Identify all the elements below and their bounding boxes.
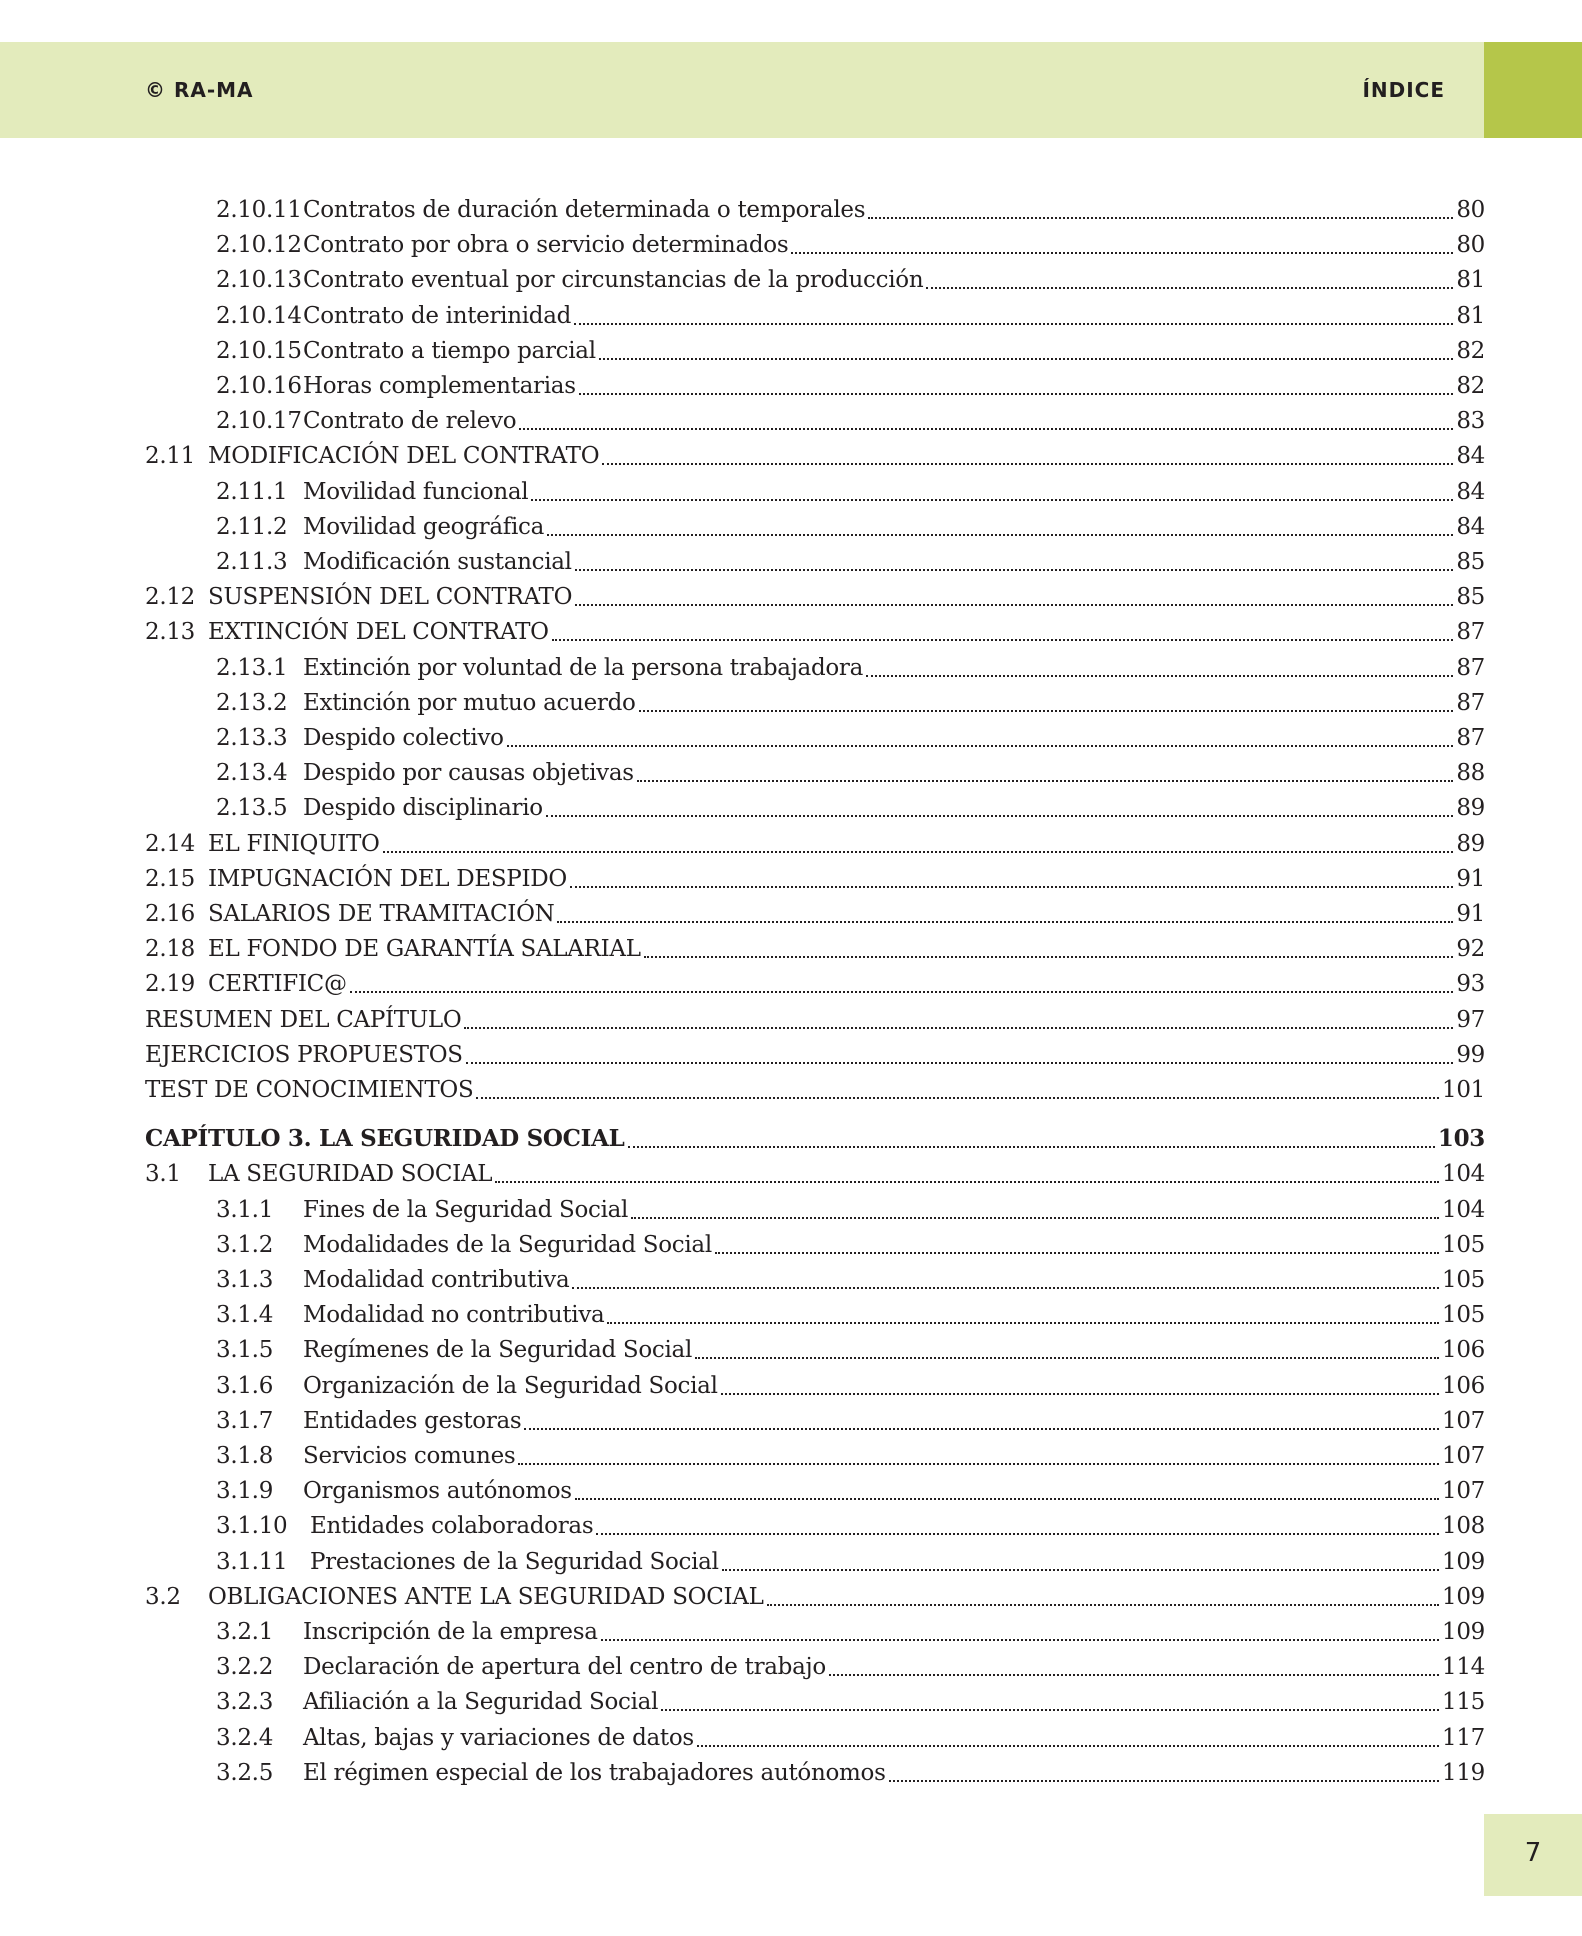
toc-entry-title: CERTIFIC@: [208, 971, 347, 998]
toc-dot-leader: [524, 1428, 1439, 1430]
toc-entry-page: 106: [1442, 1372, 1485, 1399]
toc-entry-title: Modalidad contributiva: [303, 1267, 570, 1293]
toc-entry-number: 3.1.5: [216, 1337, 274, 1364]
toc-dot-leader: [495, 1181, 1439, 1183]
toc-entry-page: 80: [1456, 197, 1485, 223]
toc-entry-page: 85: [1456, 549, 1485, 575]
toc-entry-title: Declaración de apertura del centro de trabajo: [303, 1654, 826, 1681]
toc-entry[interactable]: [216, 1616, 1485, 1648]
toc-dot-leader: [639, 710, 1454, 712]
toc-dot-leader: [383, 851, 1454, 853]
toc-entry-title: RESUMEN DEL CAPÍTULO: [145, 1006, 462, 1033]
toc-entry-number: 3.2.4: [216, 1724, 274, 1751]
toc-entry-page: 109: [1442, 1583, 1485, 1610]
toc-entry-title: Servicios comunes: [303, 1443, 516, 1469]
toc-entry-title: IMPUGNACIÓN DEL DESPIDO: [208, 865, 567, 892]
toc-dot-leader: [661, 1709, 1439, 1711]
toc-dot-leader: [531, 499, 1453, 501]
toc-entry-number: 2.10.15: [216, 337, 302, 364]
toc-entry[interactable]: [216, 1686, 1485, 1718]
toc-entry-page: 87: [1456, 689, 1485, 716]
toc-entry-page: 81: [1456, 302, 1485, 329]
toc-entry-page: 91: [1456, 901, 1485, 927]
toc-entry-number: 2.10.13: [216, 267, 302, 294]
toc-entry-number: 2.13.3: [216, 725, 288, 751]
toc-entry-number: 2.10.14: [216, 302, 302, 329]
toc-entry-page: 80: [1456, 232, 1485, 259]
toc-entry-number: 3.1.3: [216, 1267, 274, 1293]
toc-entry-page: 88: [1456, 760, 1485, 787]
toc-entry-title: Movilidad geográfica: [303, 513, 545, 540]
toc-entry-page: 104: [1442, 1196, 1485, 1223]
toc-entry[interactable]: [216, 370, 1485, 402]
toc-entry-number: 3.1: [145, 1161, 181, 1188]
toc-dot-leader: [575, 1498, 1439, 1500]
toc-entry-title: EXTINCIÓN DEL CONTRATO: [208, 619, 549, 646]
toc-dot-leader: [889, 1780, 1439, 1782]
toc-entry-number: 2.12: [145, 584, 196, 611]
toc-entry[interactable]: [216, 1546, 1485, 1578]
toc-entry-page: 106: [1442, 1337, 1485, 1364]
toc-entry-title: Afiliación a la Seguridad Social: [303, 1689, 659, 1716]
toc-entry-page: 84: [1456, 513, 1485, 540]
toc-entry-title: Contrato eventual por circunstancias de la producción: [303, 267, 924, 294]
toc-dot-leader: [466, 1062, 1454, 1064]
toc-entry-number: 3.2.3: [216, 1689, 274, 1716]
toc-entry-page: 105: [1442, 1231, 1485, 1258]
toc-entry-number: 2.10.12: [216, 232, 302, 259]
toc-entry[interactable]: [216, 1194, 1485, 1226]
toc-entry-page: 109: [1442, 1619, 1485, 1645]
toc-entry-title: Despido disciplinario: [303, 795, 543, 822]
publisher-label: © RA-MA: [145, 78, 254, 102]
toc-entry-page: 104: [1442, 1161, 1485, 1188]
toc-entry-title: Modalidad no contributiva: [303, 1302, 605, 1329]
toc-entry[interactable]: [216, 1264, 1485, 1296]
toc-dot-leader: [518, 1463, 1439, 1465]
toc-entry-title: Altas, bajas y variaciones de datos: [303, 1724, 694, 1751]
toc-entry-page: 105: [1442, 1267, 1485, 1293]
toc-entry[interactable]: [216, 335, 1485, 367]
toc-entry-page: 92: [1456, 936, 1485, 963]
toc-entry-page: 107: [1442, 1443, 1485, 1469]
toc-dot-leader: [697, 1745, 1439, 1747]
toc-entry[interactable]: [216, 300, 1485, 332]
toc-entry[interactable]: [216, 264, 1485, 296]
toc-entry-page: 93: [1456, 971, 1485, 998]
toc-entry[interactable]: [216, 1334, 1485, 1366]
toc-entry-page: 81: [1456, 267, 1485, 294]
toc-entry-page: 103: [1437, 1125, 1485, 1153]
toc-dot-leader: [829, 1674, 1439, 1676]
header-accent-tab: [1484, 42, 1582, 138]
toc-entry[interactable]: [216, 687, 1485, 719]
toc-entry-title: Contrato por obra o servicio determinados: [303, 232, 789, 259]
toc-entry-title: Despido por causas objetivas: [303, 760, 634, 787]
toc-dot-leader: [476, 1097, 1439, 1099]
toc-entry[interactable]: [216, 652, 1485, 684]
toc-entry-title: Contratos de duración determinada o temporales: [303, 197, 866, 223]
toc-entry[interactable]: [216, 722, 1485, 754]
toc-entry[interactable]: [145, 968, 1485, 1000]
toc-dot-leader: [628, 1146, 1435, 1148]
toc-entry-page: 89: [1456, 830, 1485, 857]
toc-entry-title: EL FINIQUITO: [208, 830, 380, 857]
toc-entry-title: Modalidades de la Seguridad Social: [303, 1231, 712, 1258]
toc-entry-page: 119: [1442, 1759, 1485, 1786]
toc-entry-number: 2.11.3: [216, 549, 288, 575]
toc-dot-leader: [601, 1639, 1439, 1641]
toc-dot-leader: [507, 745, 1454, 747]
toc-entry-number: 3.1.2: [216, 1231, 274, 1258]
toc-entry-title: Despido colectivo: [303, 725, 504, 751]
toc-entry-title: TEST DE CONOCIMIENTOS: [145, 1077, 474, 1103]
toc-dot-leader: [599, 358, 1454, 360]
toc-entry[interactable]: [145, 1158, 1485, 1190]
toc-entry[interactable]: [216, 1370, 1485, 1402]
toc-entry-page: 84: [1456, 478, 1485, 505]
toc-entry-number: 2.10.17: [216, 408, 302, 435]
toc-entry-page: 91: [1456, 865, 1485, 892]
toc-entry-page: 83: [1456, 408, 1485, 435]
toc-dot-leader: [574, 323, 1453, 325]
toc-dot-leader: [602, 463, 1453, 465]
toc-dot-leader: [767, 1604, 1439, 1606]
toc-entry-number: 2.14: [145, 830, 196, 857]
toc-entry[interactable]: [216, 1299, 1485, 1331]
toc-entry-page: 107: [1442, 1478, 1485, 1505]
toc-dot-leader: [637, 780, 1454, 782]
toc-entry[interactable]: [216, 1757, 1485, 1789]
toc-entry[interactable]: [145, 828, 1485, 860]
toc-entry[interactable]: [145, 933, 1485, 965]
toc-dot-leader: [579, 393, 1454, 395]
toc-entry-page: 89: [1456, 795, 1485, 822]
toc-dot-leader: [607, 1322, 1439, 1324]
toc-entry-number: 2.13.4: [216, 760, 288, 787]
toc-entry-title: Fines de la Seguridad Social: [303, 1196, 629, 1223]
toc-entry[interactable]: [216, 1440, 1485, 1472]
toc-entry-title: EJERCICIOS PROPUESTOS: [145, 1041, 463, 1068]
toc-dot-leader: [791, 252, 1453, 254]
toc-entry-page: 97: [1456, 1006, 1485, 1033]
toc-entry-number: 3.1.4: [216, 1302, 274, 1329]
toc-entry-title: Extinción por mutuo acuerdo: [303, 689, 636, 716]
toc-entry-page: 87: [1456, 619, 1485, 646]
toc-entry-page: 108: [1442, 1513, 1485, 1540]
toc-entry[interactable]: [216, 511, 1485, 543]
toc-entry[interactable]: [145, 616, 1485, 648]
toc-entry-number: 2.16: [145, 901, 196, 927]
toc-entry-title: Inscripción de la empresa: [303, 1619, 598, 1645]
toc-entry[interactable]: [145, 1039, 1485, 1071]
toc-entry-title: MODIFICACIÓN DEL CONTRATO: [208, 443, 600, 470]
toc-entry[interactable]: [216, 1405, 1485, 1437]
toc-entry-number: 2.10.11: [216, 197, 302, 223]
toc-entry[interactable]: [145, 898, 1485, 930]
toc-entry[interactable]: [216, 1229, 1485, 1261]
toc-entry-title: Contrato de interinidad: [303, 302, 572, 329]
toc-entry-number: 3.2.5: [216, 1759, 274, 1786]
toc-entry-title: Modificación sustancial: [303, 549, 572, 575]
toc-entry[interactable]: [216, 1651, 1485, 1683]
toc-entry-page: 115: [1442, 1689, 1485, 1716]
toc-entry-page: 85: [1456, 584, 1485, 611]
toc-dot-leader: [695, 1357, 1439, 1359]
toc-entry[interactable]: [216, 1475, 1485, 1507]
toc-entry[interactable]: [216, 229, 1485, 261]
toc-dot-leader: [350, 991, 1454, 993]
toc-entry-number: 3.1.10: [216, 1513, 288, 1540]
toc-entry[interactable]: [216, 1722, 1485, 1754]
toc-dot-leader: [547, 534, 1453, 536]
toc-entry-number: 2.18: [145, 936, 196, 963]
toc-entry-page: 82: [1456, 337, 1485, 364]
toc-entry-number: 2.19: [145, 971, 196, 998]
toc-entry-number: 3.2.2: [216, 1654, 274, 1681]
toc-entry-title: LA SEGURIDAD SOCIAL: [208, 1161, 493, 1188]
toc-entry-number: 3.1.8: [216, 1443, 274, 1469]
toc-entry-page: 87: [1456, 725, 1485, 751]
toc-entry-title: EL FONDO DE GARANTÍA SALARIAL: [208, 936, 641, 963]
toc-entry-page: 101: [1442, 1077, 1485, 1103]
toc-entry[interactable]: [216, 546, 1485, 578]
toc-dot-leader: [631, 1217, 1439, 1219]
toc-entry-title: Entidades gestoras: [303, 1407, 522, 1434]
toc-entry-title: Movilidad funcional: [303, 478, 529, 505]
toc-entry-page: 114: [1442, 1654, 1485, 1681]
toc-dot-leader: [575, 569, 1454, 571]
toc-dot-leader: [866, 675, 1453, 677]
toc-entry-title: Extinción por voluntad de la persona trabajadora: [303, 654, 864, 681]
toc-entry-page: 99: [1456, 1041, 1485, 1068]
toc-entry-page: 105: [1442, 1302, 1485, 1329]
toc-entry-title: Horas complementarias: [303, 373, 576, 399]
toc-entry-number: 3.1.6: [216, 1372, 274, 1399]
toc-entry-number: 2.13.2: [216, 689, 288, 716]
toc-entry-page: 82: [1456, 373, 1485, 399]
toc-entry-page: 87: [1456, 654, 1485, 681]
toc-entry-title: Contrato a tiempo parcial: [303, 337, 596, 364]
toc-dot-leader: [546, 815, 1454, 817]
toc-entry[interactable]: [145, 1074, 1485, 1106]
page-number: 7: [1524, 1838, 1542, 1868]
toc-entry-page: 84: [1456, 443, 1485, 470]
toc-entry[interactable]: [145, 1581, 1485, 1613]
toc-entry[interactable]: [145, 581, 1485, 613]
toc-entry-number: 2.11.2: [216, 513, 288, 540]
toc-entry[interactable]: [216, 476, 1485, 508]
toc-dot-leader: [464, 1027, 1453, 1029]
toc-entry-number: 3.2: [145, 1583, 181, 1610]
toc-dot-leader: [721, 1393, 1439, 1395]
toc-entry[interactable]: [216, 1510, 1485, 1542]
toc-dot-leader: [552, 639, 1454, 641]
toc-entry-number: 3.1.1: [216, 1196, 274, 1223]
toc-entry-number: 3.1.9: [216, 1478, 274, 1505]
toc-dot-leader: [519, 428, 1453, 430]
toc-entry-title: SUSPENSIÓN DEL CONTRATO: [208, 584, 573, 611]
toc-entry-number: 2.11: [145, 443, 196, 470]
toc-entry[interactable]: [216, 405, 1485, 437]
toc-entry-title: OBLIGACIONES ANTE LA SEGURIDAD SOCIAL: [208, 1583, 764, 1610]
toc-entry-number: 2.10.16: [216, 373, 302, 399]
toc-dot-leader: [715, 1252, 1439, 1254]
toc-chapter-heading[interactable]: [145, 1123, 1485, 1155]
toc-dot-leader: [926, 287, 1453, 289]
toc-entry-page: 109: [1442, 1548, 1485, 1575]
toc-dot-leader: [575, 604, 1453, 606]
toc-entry-number: 3.1.7: [216, 1407, 274, 1434]
toc-entry-title: Entidades colaboradoras: [310, 1513, 594, 1540]
toc-dot-leader: [644, 956, 1454, 958]
toc-entry[interactable]: [145, 440, 1485, 472]
toc-entry-title: Prestaciones de la Seguridad Social: [310, 1548, 719, 1575]
toc-dot-leader: [722, 1569, 1439, 1571]
toc-entry-number: 2.11.1: [216, 478, 288, 505]
toc-entry-number: 2.15: [145, 865, 196, 892]
toc-dot-leader: [596, 1533, 1439, 1535]
toc-entry[interactable]: [145, 863, 1485, 895]
toc-entry[interactable]: [216, 757, 1485, 789]
toc-entry-number: 2.13.1: [216, 654, 288, 681]
section-title: ÍNDICE: [1362, 78, 1445, 102]
toc-entry[interactable]: [145, 1004, 1485, 1036]
toc-entry-number: 3.2.1: [216, 1619, 274, 1645]
toc-entry-title: CAPÍTULO 3. LA SEGURIDAD SOCIAL: [145, 1125, 625, 1153]
toc-entry-page: 117: [1442, 1724, 1485, 1751]
toc-dot-leader: [572, 1287, 1439, 1289]
toc-entry-title: SALARIOS DE TRAMITACIÓN: [208, 901, 555, 927]
toc-entry-number: 2.13: [145, 619, 196, 646]
toc-entry-page: 107: [1442, 1407, 1485, 1434]
toc-entry[interactable]: [216, 792, 1485, 824]
toc-entry-number: 2.13.5: [216, 795, 288, 822]
toc-entry-title: Regímenes de la Seguridad Social: [303, 1337, 693, 1364]
toc-entry-title: Organización de la Seguridad Social: [303, 1372, 718, 1399]
toc-entry-title: Contrato de relevo: [303, 408, 517, 435]
toc-entry-number: 3.1.11: [216, 1548, 288, 1575]
toc-entry-title: El régimen especial de los trabajadores autónomos: [303, 1759, 886, 1786]
toc-entry-title: Organismos autónomos: [303, 1478, 572, 1505]
toc-entry[interactable]: [216, 194, 1485, 226]
toc-dot-leader: [557, 921, 1453, 923]
toc-dot-leader: [868, 217, 1453, 219]
toc-dot-leader: [570, 886, 1453, 888]
